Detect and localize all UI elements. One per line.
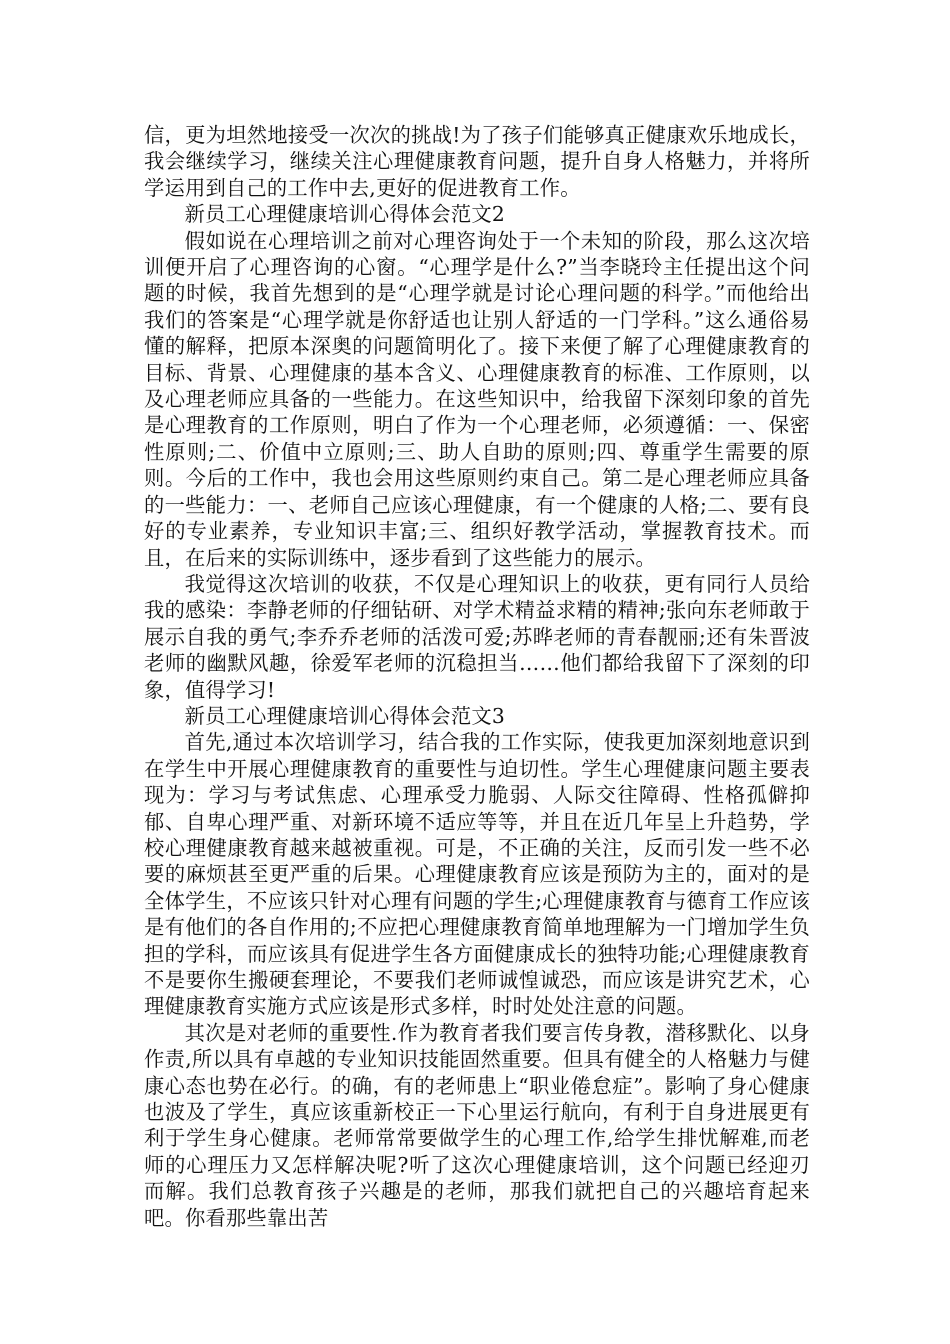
paragraph-3: 我觉得这次培训的收获，不仅是心理知识上的收获，更有同行人员给我的感染：李静老师的仔细钻研、对学术精益求精的精神;张向东老师敢于展示自我的勇气;李乔乔老师的活泼可爱;苏晔老师的青春靓丽;还有朱晋波老师的幽默风趣，徐爱军老师的沉稳担当……他们都给我留下了深刻的印象，值得学习! [144,571,810,702]
document-page [144,122,810,1231]
paragraph-4: 首先,通过本次培训学习，结合我的工作实际，使我更加深刻地意识到在学生中开展心理健康教育的重要性与迫切性。学生心理健康问题主要表现为：学习与考试焦虑、心理承受力脆弱、人际交往障碍、性格孤僻抑郁、自卑心理严重、对新环境不适应等等，并且在近几年呈上升趋势，学校心理健康教育越来越被重视。可是，不正确的关注，反而引发一些不必要的麻烦甚至更严重的后果。心理健康教育应该是预防为主的，面对的是全体学生，不应该只针对心理有问题的学生;心理健康教育与德育工作应该是有他们的各自作用的;不应把心理健康教育简单地理解为一门增加学生负担的学科，而应该具有促进学生各方面健康成长的独特功能;心理健康教育不是要你生搬硬套理论，不要我们老师诚惶诚恐，而应该是讲究艺术，心理健康教育实施方式应该是形式多样，时时处处注意的问题。 [144,730,810,1019]
section-heading-3: 新员工心理健康培训心得体会范文3 [184,703,505,728]
paragraph-5: 其次是对老师的重要性.作为教育者我们要言传身教，潜移默化、以身作责,所以具有卓越的专业知识技能固然重要。但具有健全的人格魅力与健康心态也势在必行。的确，有的老师患上“职业倦怠症”。影响了身心健康也波及了学生，真应该重新校正一下心里运行航向，有利于自身进展更有利于学生身心健康。老师常常要做学生的心理工作,给学生排忧解难,而老师的心理压力又怎样解决呢?听了这次心理健康培训，这个问题已经迎刃而解。我们总教育孩子兴趣是的老师，那我们就把自己的兴趣培育起来吧。你看那些靠出苦 [144,1020,810,1230]
paragraph-1: 信，更为坦然地接受一次次的挑战!为了孩子们能够真正健康欢乐地成长，我会继续学习，继续关注心理健康教育问题，提升自身人格魅力，并将所学运用到自己的工作中去,更好的促进教育工作。 [144,123,810,200]
paragraph-2: 假如说在心理培训之前对心理咨询处于一个未知的阶段，那么这次培训便开启了心理咨询的心窗。“心理学是什么?”当李晓玲主任提出这个问题的时候，我首先想到的是“心理学就是讨论心理问题的科学。”而他给出我们的答案是“心理学就是你舒适也让别人舒适的一门学科。”这么通俗易懂的解释，把原本深奥的问题简明化了。接下来便了解了心理健康教育的目标、背景、心理健康的基本含义、心理健康教育的标准、工作原则，以及心理老师应具备的一些能力。在这些知识中，给我留下深刻印象的首先是心理教育的工作原则，明白了作为一个心理老师，必须遵循：一、保密性原则;二、价值中立原则;三、助人自助的原则;四、尊重学生需要的原则。今后的工作中，我也会用这些原则约束自己。第二是心理老师应具备的一些能力：一、老师自己应该心理健康，有一个健康的人格;二、要有良好的专业素养，专业知识丰富;三、组织好教学活动，掌握教育技术。而且，在后来的实际训练中，逐步看到了这些能力的展示。 [144,228,810,570]
section-heading-2: 新员工心理健康培训心得体会范文2 [184,202,505,227]
